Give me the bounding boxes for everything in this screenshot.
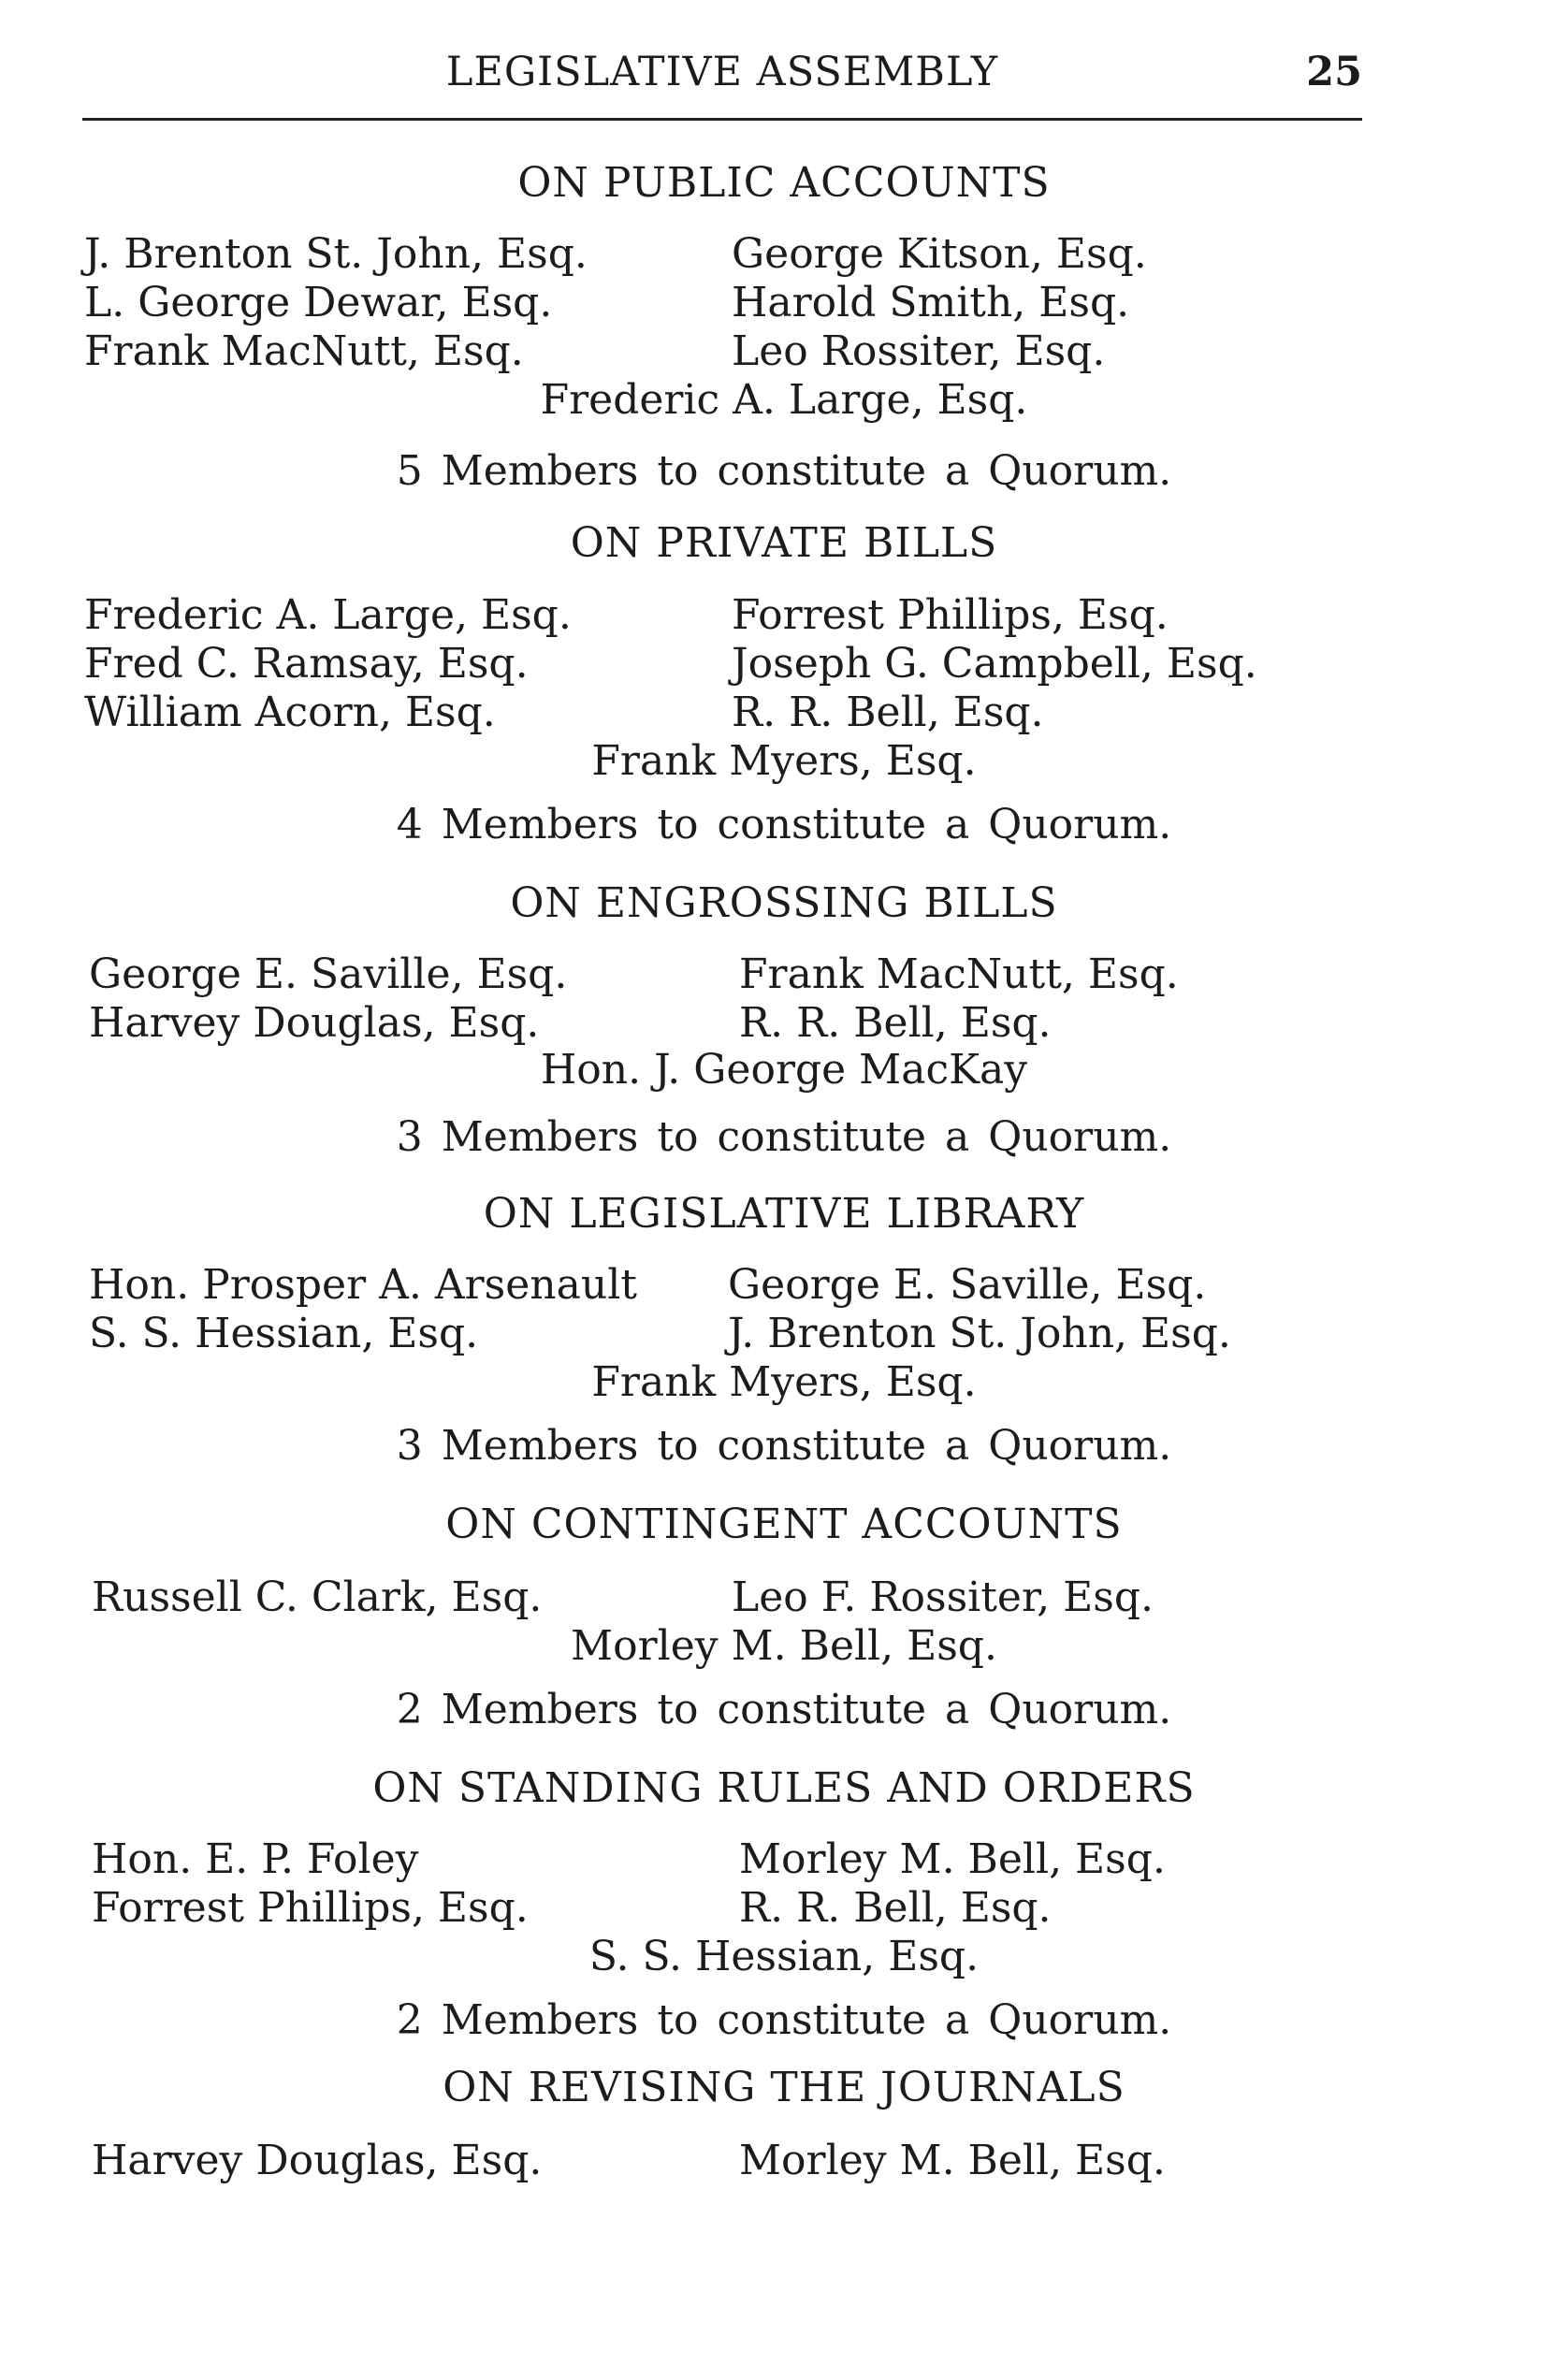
member-name: R. R. Bell, Esq.: [739, 1884, 1052, 1932]
member-name: George E. Saville, Esq.: [89, 950, 568, 998]
member-name: Frederic A. Large, Esq.: [84, 591, 572, 639]
member-name: J. Brenton St. John, Esq.: [84, 230, 588, 278]
committee-heading: ON REVISING THE JOURNALS: [443, 2064, 1125, 2111]
member-name: William Acorn, Esq.: [84, 689, 496, 736]
member-name: Joseph G. Campbell, Esq.: [732, 640, 1257, 688]
member-name: Harvey Douglas, Esq.: [92, 2137, 543, 2184]
member-name: S. S. Hessian, Esq.: [89, 1310, 479, 1357]
committee-heading: ON PRIVATE BILLS: [570, 519, 998, 567]
member-name: R. R. Bell, Esq.: [739, 999, 1052, 1047]
member-name: Frank MacNutt, Esq.: [739, 950, 1179, 998]
member-name: Fred C. Ramsay, Esq.: [84, 640, 529, 688]
committee-heading: ON STANDING RULES AND ORDERS: [372, 1764, 1196, 1812]
quorum-note: 2 Members to constitute a Quorum.: [396, 1686, 1172, 1733]
member-name: Hon. Prosper A. Arsenault: [89, 1261, 637, 1309]
member-name: Leo Rossiter, Esq.: [732, 327, 1106, 375]
member-name: Hon. E. P. Foley: [92, 1835, 419, 1883]
member-name: Harold Smith, Esq.: [732, 279, 1130, 326]
member-name: Russell C. Clark, Esq.: [92, 1573, 543, 1621]
member-name: R. R. Bell, Esq.: [732, 689, 1044, 736]
member-name: Morley M. Bell, Esq.: [739, 2137, 1166, 2184]
member-name: L. George Dewar, Esq.: [84, 279, 553, 326]
member-name: George E. Saville, Esq.: [728, 1261, 1207, 1309]
member-name: Leo F. Rossiter, Esq.: [732, 1573, 1154, 1621]
member-name-centered: Hon. J. George MacKay: [540, 1046, 1028, 1094]
committee-heading: ON CONTINGENT ACCOUNTS: [445, 1501, 1123, 1548]
quorum-note: 3 Members to constitute a Quorum.: [396, 1422, 1172, 1470]
running-header: [82, 49, 1362, 105]
member-name-centered: Frank Myers, Esq.: [591, 737, 977, 785]
member-name: Harvey Douglas, Esq.: [89, 999, 540, 1047]
member-name: Frank MacNutt, Esq.: [84, 327, 524, 375]
member-name: Morley M. Bell, Esq.: [739, 1835, 1166, 1883]
quorum-note: 5 Members to constitute a Quorum.: [396, 447, 1172, 495]
member-name: Forrest Phillips, Esq.: [732, 591, 1169, 639]
member-name-centered: S. S. Hessian, Esq.: [588, 1933, 980, 1980]
member-name-centered: Frank Myers, Esq.: [591, 1358, 977, 1406]
quorum-note: 4 Members to constitute a Quorum.: [396, 801, 1172, 848]
quorum-note: 3 Members to constitute a Quorum.: [396, 1113, 1172, 1161]
committee-heading: ON LEGISLATIVE LIBRARY: [483, 1190, 1085, 1238]
member-name-centered: Morley M. Bell, Esq.: [571, 1622, 997, 1670]
member-name: Forrest Phillips, Esq.: [92, 1884, 529, 1932]
member-name-centered: Frederic A. Large, Esq.: [540, 376, 1028, 424]
committee-heading: ON PUBLIC ACCOUNTS: [517, 159, 1051, 207]
member-name: George Kitson, Esq.: [732, 230, 1147, 278]
quorum-note: 2 Members to constitute a Quorum.: [396, 1996, 1172, 2044]
header-rule: [82, 118, 1362, 121]
running-title: LEGISLATIVE ASSEMBLY: [445, 49, 999, 95]
page-number: 25: [1306, 49, 1362, 95]
member-name: J. Brenton St. John, Esq.: [728, 1310, 1231, 1357]
committee-heading: ON ENGROSSING BILLS: [510, 879, 1058, 927]
